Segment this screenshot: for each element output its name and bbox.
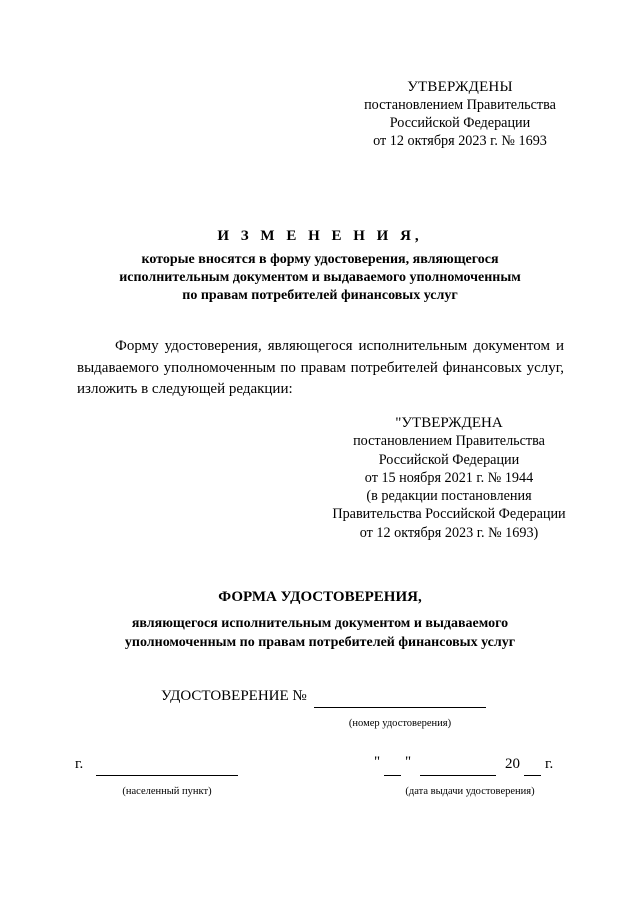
date-caption: (дата выдачи удостоверения)	[405, 786, 535, 797]
city-caption: (населенный пункт)	[122, 786, 212, 797]
date-quote-open: "	[374, 754, 381, 770]
approval-heading: УТВЕРЖДЕНЫ	[407, 79, 513, 95]
changes-subtitle-line-2: исполнительным документом и выдаваемого уполномоченным	[119, 270, 521, 285]
quoted-approval-line-3: от 15 ноября 2021 г. № 1944	[364, 469, 534, 486]
changes-subtitle-line-3: по правам потребителей финансовых услуг	[182, 288, 458, 303]
city-field	[96, 760, 238, 776]
certificate-number-caption: (номер удостоверения)	[348, 718, 452, 729]
date-quote-close: "	[405, 754, 412, 770]
approval-line-2: Российской Федерации	[389, 115, 531, 131]
year-field	[524, 760, 541, 776]
year-suffix: г.	[545, 756, 554, 772]
city-prefix: г.	[75, 756, 84, 772]
quoted-approval-block	[298, 414, 600, 542]
form-subtitle	[70, 614, 570, 652]
quoted-approval-line-6: от 12 октября 2023 г. № 1693)	[359, 524, 539, 541]
quoted-approval-heading: "УТВЕРЖДЕНА	[395, 415, 503, 431]
changes-subtitle-line-1: которые вносятся в форму удостоверения, являющегося	[141, 252, 499, 267]
approval-line-3: от 12 октября 2023 г. № 1693	[373, 133, 547, 149]
form-subtitle-line-1: являющегося исполнительным документом и выдаваемого	[131, 616, 509, 631]
form-subtitle-line-2: уполномоченным по правам потребителей финансовых услуг	[124, 635, 516, 650]
year-prefix: 20	[505, 756, 520, 772]
approval-line-1: постановлением Правительства	[364, 97, 556, 113]
changes-subtitle	[80, 251, 560, 305]
day-field	[384, 760, 401, 776]
quoted-approval-line-1: постановлением Правительства	[353, 433, 545, 450]
form-title: ФОРМА УДОСТОВЕРЕНИЯ,	[218, 589, 422, 605]
approval-block	[330, 78, 590, 150]
quoted-approval-line-4: (в редакции постановления	[366, 488, 532, 505]
body-paragraph: Форму удостоверения, являющегося исполнительным документом и выдаваемого уполномоченным по правам потребителей финансовых услуг, изложить в следующей редакции:	[77, 338, 564, 397]
month-field	[420, 760, 496, 776]
quoted-approval-line-2: Российской Федерации	[378, 451, 520, 468]
quoted-approval-line-5: Правительства Российской Федерации	[332, 506, 566, 523]
changes-title: И З М Е Н Е Н И Я,	[217, 228, 423, 244]
certificate-label: УДОСТОВЕРЕНИЕ №	[161, 688, 307, 704]
certificate-number-field	[314, 692, 486, 708]
